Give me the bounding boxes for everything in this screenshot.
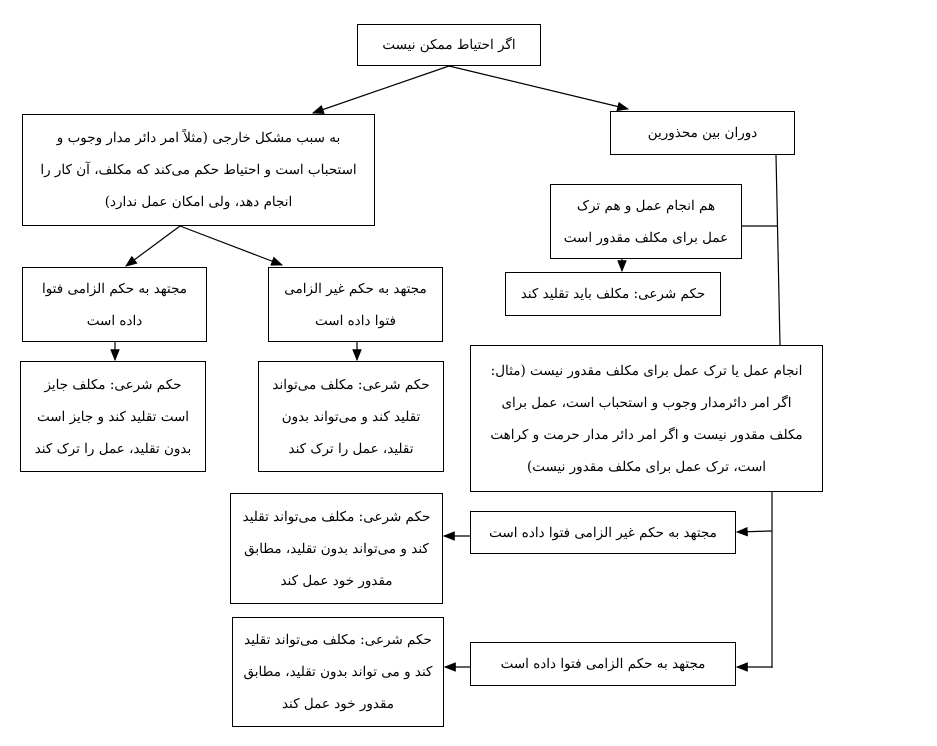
node-right-binding-ruling — [232, 617, 444, 727]
node-text: حکم شرعی: مکلف جایز — [44, 376, 182, 393]
node-text: فتوا داده است — [315, 312, 396, 329]
node-text: انجام دهد، ولی امکان عمل ندارد) — [104, 194, 293, 210]
node-dilemma — [610, 111, 795, 155]
arrow-external-to-nonbinding — [180, 226, 282, 265]
node-left-nonbinding — [268, 267, 443, 342]
node-text: اگر احتیاط ممکن نیست — [382, 37, 516, 53]
arrow-to-right-nonbinding — [737, 531, 772, 532]
node-not-possible — [470, 345, 823, 492]
dilemma-trunk — [776, 155, 780, 345]
node-text: اگر امر دائرمدار وجوب و استحباب است، عمل برای — [501, 394, 792, 411]
arrow-root-to-external — [313, 66, 449, 113]
node-text: حکم شرعی: مکلف می‌تواند — [272, 376, 430, 393]
node-root — [357, 24, 541, 66]
arrow-external-to-binding — [126, 226, 180, 266]
node-text: مجتهد به حکم الزامی فتوا — [41, 280, 188, 297]
node-text: است تقلید کند و جایز است — [36, 408, 190, 425]
node-both-possible-ruling — [505, 272, 721, 316]
node-text: عمل برای مکلف مقدور است — [563, 229, 729, 246]
node-text: داده است — [86, 312, 143, 329]
node-left-binding — [22, 267, 207, 342]
node-both-possible — [550, 184, 742, 259]
node-text: مقدور خود عمل کند — [280, 572, 393, 589]
node-left-nonbinding-ruling — [258, 361, 444, 472]
node-text: انجام عمل یا ترک عمل برای مکلف مقدور نیست (مثال: — [490, 362, 803, 379]
node-text: کند و می تواند بدون تقلید، مطابق — [243, 664, 433, 680]
arrow-root-to-dilemma — [449, 66, 628, 109]
node-right-nonbinding — [470, 511, 736, 554]
node-text: مکلف مقدور نیست و اگر امر دائر مدار حرمت و کراهت — [490, 426, 803, 443]
node-text: مجتهد به حکم غیر الزامی فتوا داده است — [489, 524, 717, 541]
node-text: مجتهد به حکم الزامی فتوا داده است — [500, 656, 706, 672]
node-text: بدون تقلید، عمل را ترک کند — [34, 440, 192, 457]
node-text: حکم شرعی: مکلف می‌تواند تقلید — [242, 508, 431, 525]
node-text: کند و می‌تواند بدون تقلید، مطابق — [244, 540, 429, 557]
node-text: هم انجام عمل و هم ترک — [576, 197, 716, 214]
node-text: تقلید، عمل را ترک کند — [288, 440, 414, 457]
node-text: حکم شرعی: مکلف می‌تواند تقلید — [244, 632, 432, 648]
node-right-binding — [470, 642, 736, 686]
node-text: حکم شرعی: مکلف باید تقلید کند — [520, 286, 706, 302]
node-text: مجتهد به حکم غیر الزامی — [284, 280, 427, 297]
node-left-binding-ruling — [20, 361, 206, 472]
node-right-nonbinding-ruling — [230, 493, 443, 604]
node-text: به سبب مشکل خارجی (مثلاً امر دائر مدار وجوب و — [56, 130, 341, 146]
node-external-problem — [22, 114, 375, 226]
node-text: دوران بین محذورین — [647, 125, 758, 141]
node-text: تقلید کند و می‌تواند بدون — [281, 408, 421, 425]
node-text: مقدور خود عمل کند — [281, 696, 395, 712]
node-text: استحباب است و احتیاط حکم می‌کند که مکلف، آن کار را — [40, 162, 357, 178]
node-text: است، ترک عمل برای مکلف مقدور نیست) — [526, 458, 767, 475]
